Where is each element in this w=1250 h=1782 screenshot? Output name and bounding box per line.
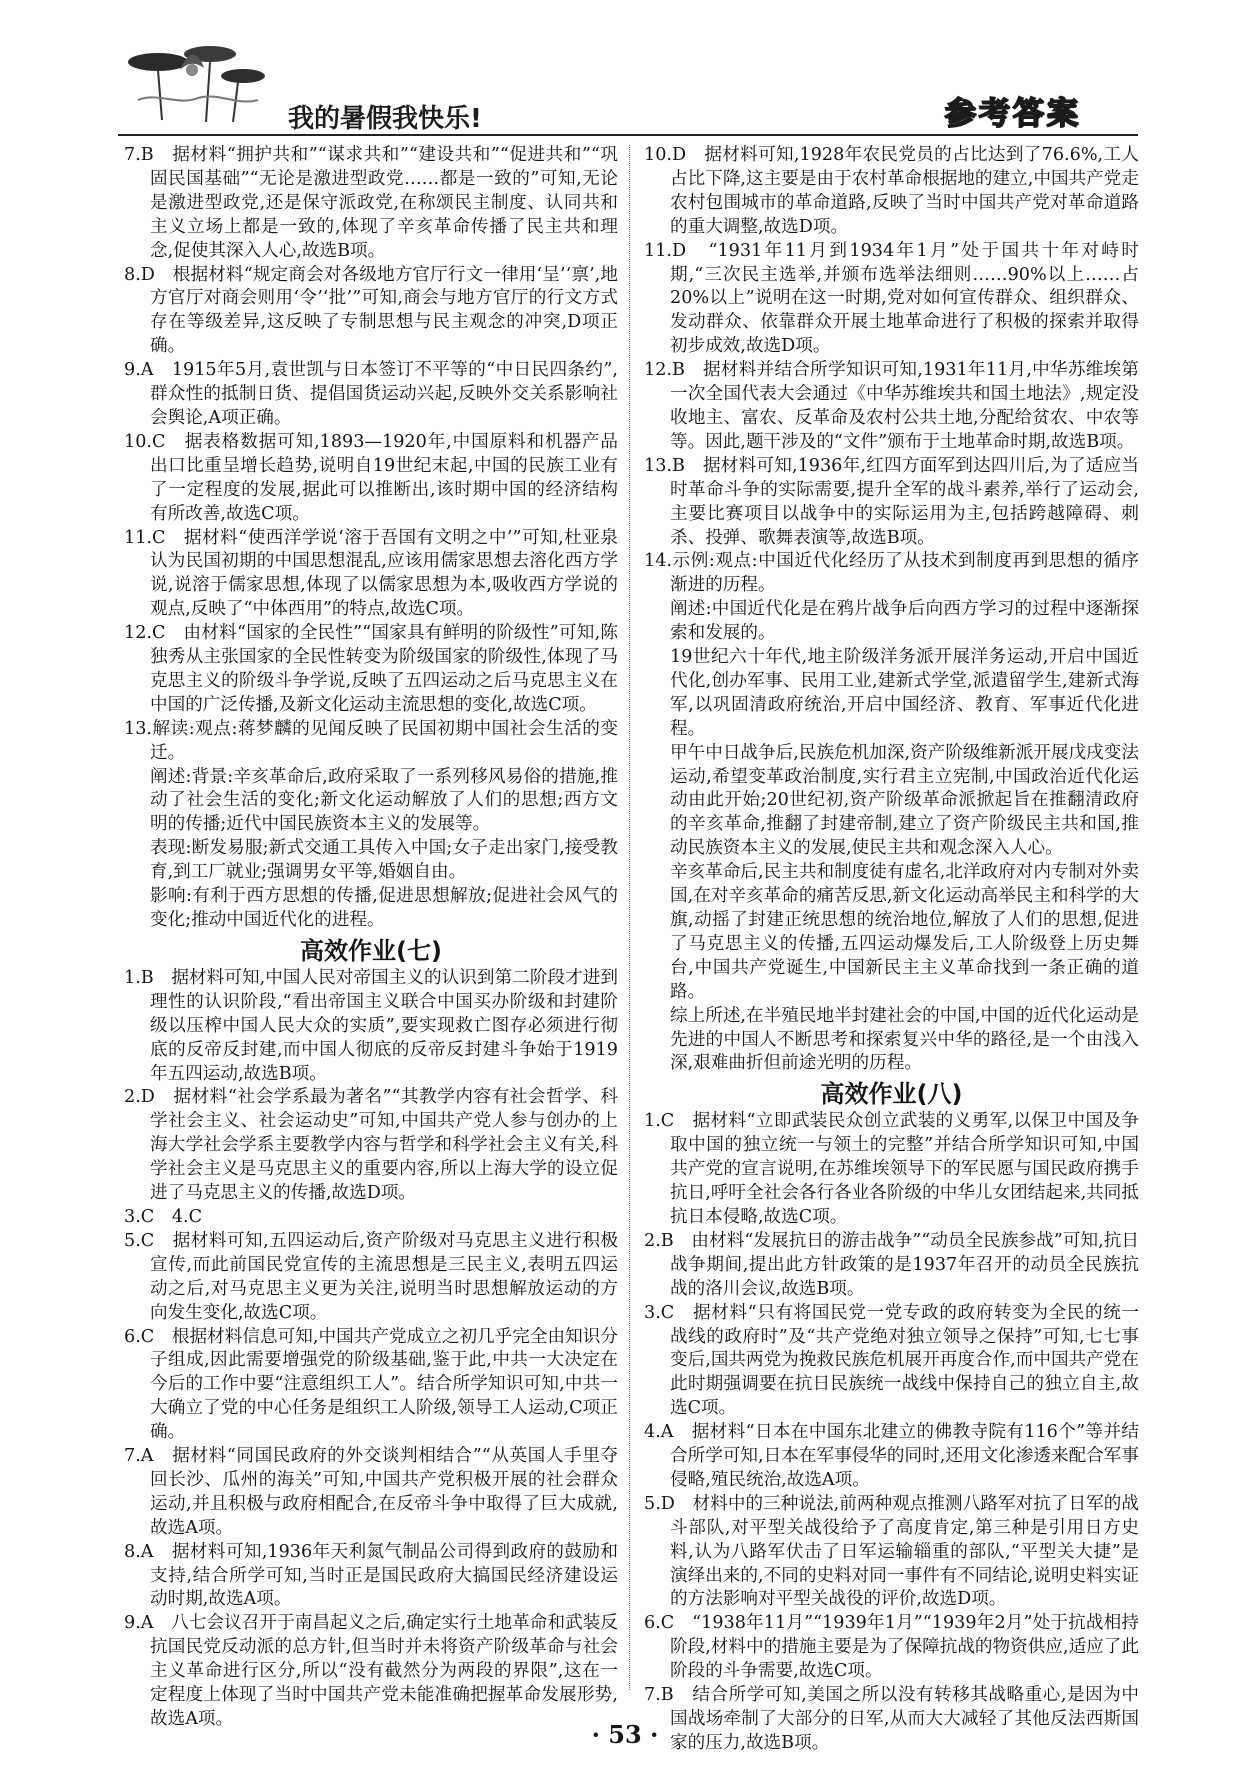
- header-rule: [118, 134, 1138, 136]
- answer-item: 10.C 据表格数据可知,1893—1920年,中国原料和机器产品出口比重呈增长趋势,说明自19世纪末起,中国的民族工业有了一定程度的发展,据此可以推断出,该时期中国的经济结构有所改善,故选C项。: [124, 431, 618, 524]
- right-column: [644, 144, 1139, 1756]
- answer-item: 13.解读:观点:蒋梦麟的见闻反映了民国初期中国社会生活的变迁。: [124, 718, 618, 763]
- answer-item: 1.C 据材料“立即武装民众创立武装的义勇军,以保卫中国及争取中国的独立统一与领土的完整”并结合所学知识可知,中国共产党的宣言说明,在苏维埃领导下的军民愿与国民政府携手抗日,呼吁全社会各行各业各阶级的中华儿女团结起来,共同抵抗日本侵略,故选C项。: [644, 1111, 1139, 1227]
- answer-item: 13.B 据材料可知,1936年,红四方面军到达四川后,为了适应当时革命斗争的实际需要,提升全军的战斗素养,举行了运动会,主要比赛项目以战争中的实际运用为主,包括跨越障碍、刺杀、投弹、歌舞表演等,故选B项。: [644, 455, 1139, 548]
- section-heading-8: 高效作业(八): [820, 1080, 963, 1109]
- lotus-logo-icon: [118, 40, 273, 125]
- column-divider: [629, 145, 630, 1690]
- answer-subparagraph: 阐述:背景:辛亥革命后,政府采取了一系列移风易俗的措施,推动了社会生活的变化;新文化运动解放了人们的思想;西方文明的传播;近代中国民族资本主义的发展等。: [150, 766, 618, 835]
- answer-item: 12.C 由材料“国家的全民性”“国家具有鲜明的阶级性”可知,陈独秀从主张国家的全民性转变为阶级国家的阶级性,体现了马克思主义的阶级斗争学说,反映了五四运动之后马克思主义在中国的广泛传播,及新文化运动主流思想的变化,故选C项。: [124, 623, 618, 715]
- answer-item: 4.A 据材料“日本在中国东北建立的佛教寺院有116个”等并结合所学可知,日本在军事侵华的同时,还用文化渗透来配合军事侵略,殖民统治,故选A项。: [644, 1422, 1139, 1490]
- answer-item: 12.B 据材料并结合所学知识可知,1931年11月,中华苏维埃第一次全国代表大会通过《中华苏维埃共和国土地法》,规定没收地主、富农、反革命及农村公共土地,分配给贫农、中农等等。因此,题干涉及的“文件”颁布于土地革命时期,故选B项。: [644, 360, 1139, 452]
- answer-item: 3.C 4.C: [124, 1206, 203, 1227]
- page-header: [0, 0, 1250, 140]
- answer-item: 2.D 据材料“社会学系最为著名”“其教学内容有社会哲学、科学社会主义、社会运动史”可知,中国共产党人参与创办的上海大学社会学系主要教学内容与哲学和科学社会主义有关,科学社会主义是马克思主义的重要内容,所以上海大学的设立促进了马克思主义的传播,故选D项。: [124, 1087, 618, 1204]
- left-column: [124, 144, 618, 1732]
- answer-item: 9.A 八七会议召开于南昌起义之后,确定实行土地革命和武装反抗国民党反动派的总方针,但当时并未将资产阶级革命与社会主义革命进行区分,所以“没有截然分为两段的界限”,这在一定程度上体现了当时中国共产党未能准确把握革命发展形势,故选A项。: [124, 1613, 618, 1729]
- answer-subparagraph: 综上所述,在半殖民地半封建社会的中国,中国的近代化运动是先进的中国人不断思考和探索复兴中华的路径,是一个由浅入深,艰难曲折但前途光明的历程。: [670, 1005, 1139, 1074]
- slogan-text: 我的暑假我快乐!: [288, 104, 482, 134]
- answer-item: 8.D 根据材料“规定商会对各级地方官厅行文一律用‘呈’‘禀’,地方官厅对商会则用‘令’‘批’”可知,商会与地方官厅的行文方式存在等级差异,这反映了专制思想与民主观念的冲突,D项正确。: [124, 264, 618, 357]
- answer-item: 8.A 据材料可知,1936年天利氮气制品公司得到政府的鼓励和支持,结合所学可知,当时正是国民政府大搞国民经济建设运动时期,故选A项。: [124, 1541, 618, 1610]
- answer-key-title: 参考答案: [945, 96, 1081, 132]
- answer-item: 5.D 材料中的三种说法,前两种观点推测八路军对抗了日军的战斗部队,对平型关战役给予了高度肯定,第三种是引用日方史料,认为八路军伏击了日军运输辎重的部队,“平型关大捷”是演绎出来的,不同的史料对同一事件有不同结论,说明史料实证的方法影响对平型关战役的评价,故选D项。: [644, 1493, 1139, 1610]
- answer-item: 3.C 据材料“只有将国民党一党专政的政府转变为全民的统一战线的政府时”及“共产党绝对独立领导之保持”可知,七七事变后,国共两党为挽救民族危机展开再度合作,而中国共产党在此时期强调要在抗日民族统一战线中保持自己的独立自主,故选C项。: [644, 1302, 1139, 1419]
- answer-item: 6.C 根据材料信息可知,中国共产党成立之初几乎完全由知识分子组成,因此需要增强党的阶级基础,鉴于此,中共一大决定在今后的工作中要“注意组织工人”。结合所学知识可知,中共一大确立了党的中心任务是组织工人阶级,领导工人运动,C项正确。: [124, 1326, 618, 1443]
- answer-item: 10.D 据材料可知,1928年农民党员的占比达到了76.6%,工人占比下降,这主要是由于农村革命根据地的建立,中国共产党走农村包围城市的革命道路,反映了当时中国共产党对革命道路的重大调整,故选D项。: [644, 145, 1139, 237]
- answer-item: 7.B 结合所学可知,美国之所以没有转移其战略重心,是因为中国战场牵制了大部分的日军,从而大大减轻了其他反法西斯国家的压力,故选B项。: [644, 1685, 1139, 1753]
- answer-item: 5.C 据材料可知,五四运动后,资产阶级对马克思主义进行积极宣传,而此前国民党宣传的主流思想是三民主义,表明五四运动之后,对马克思主义更为关注,说明当时思想解放运动的方向发生变化,故选C项。: [124, 1230, 618, 1323]
- page-number: · 53 ·: [591, 1720, 659, 1749]
- answer-item: 9.A 1915年5月,袁世凯与日本签订不平等的“中日民四条约”,群众性的抵制日货、提倡国货运动兴起,反映外交关系影响社会舆论,A项正确。: [124, 360, 618, 428]
- section-heading-7: 高效作业(七): [300, 936, 442, 965]
- answer-item: 7.B 据材料“拥护共和”“谋求共和”“建设共和”“促进共和”“巩固民国基础”“无论是激进型政党……都是一致的”可知,无论是激进型政党,还是保守派政党,在称颂民主制度、认同共和主义立场上都是一致的,体现了辛亥革命传播了民主共和理念,促使其深入人心,故选B项。: [124, 145, 618, 261]
- answer-item: 11.D “1931年11月到1934年1月”处于国共十年对峙时期,“三次民主选举,并颁布选举法细则……90%以上……占20%以上”说明在这一时期,党对如何宣传群众、组织群众、发动群众、依靠群众开展土地革命进行了积极的探索并取得初步成效,故选D项。: [644, 240, 1139, 357]
- answer-subparagraph: 辛亥革命后,民主共和制度徒有虚名,北洋政府对内专制对外卖国,在对辛亥革命的痛苦反思,新文化运动高举民主和科学的大旗,动摇了封建正统思想的统治地位,解放了人们的思想,促进了马克思主义的传播,五四运动爆发后,工人阶级登上历史舞台,中国共产党诞生,中国新民主主义革命找到一条正确的道路。: [670, 862, 1139, 1002]
- answer-item: 14.示例:观点:中国近代化经历了从技术到制度再到思想的循序渐进的历程。: [644, 551, 1139, 596]
- answer-subparagraph: 甲午中日战争后,民族危机加深,资产阶级维新派开展戊戌变法运动,希望变革政治制度,实行君主立宪制,中国政治近代化运动由此开始;20世纪初,资产阶级革命派掀起旨在推翻清政府的辛亥革命,推翻了封建帝制,建立了资产阶级民主共和国,推动民族资本主义的发展,使民主共和观念深入人心。: [670, 742, 1139, 859]
- answer-item: 11.C 据材料“使西洋学说‘溶于吾国有文明之中’”可知,杜亚泉认为民国初期的中国思想混乱,应该用儒家思想去溶化西方学说,说溶于儒家思想,体现了以儒家思想为本,吸收西方学说的观点,反映了“中体西用”的特点,故选C项。: [124, 527, 618, 620]
- answer-subparagraph: 19世纪六十年代,地主阶级洋务派开展洋务运动,开启中国近代化,创办军事、民用工业,建新式学堂,派遣留学生,建新式海军,以巩固清政府统治,开启中国经济、教育、军事近代化进程。: [670, 647, 1139, 739]
- answer-subparagraph: 阐述:中国近代化是在鸦片战争后向西方学习的过程中逐渐探索和发展的。: [670, 599, 1139, 644]
- answer-item: 7.A 据材料“同国民政府的外交谈判相结合”“从英国人手里夺回长沙、瓜州的海关”可知,中国共产党积极开展的社会群众运动,并且积极与政府相配合,在反帝斗争中取得了巨大成就,故选A项。: [124, 1446, 618, 1538]
- answer-subparagraph: 影响:有利于西方思想的传播,促进思想解放;促进社会风气的变化;推动中国近代化的进程。: [150, 886, 618, 930]
- answer-subparagraph: 表现:断发易服;新式交通工具传入中国;女子走出家门,接受教育,到工厂就业;强调男女平等,婚姻自由。: [150, 838, 618, 883]
- answer-item: 2.B 由材料“发展抗日的游击战争”“动员全民族参战”可知,抗日战争期间,提出此方针政策的是1937年召开的动员全民族抗战的洛川会议,故选B项。: [644, 1230, 1139, 1299]
- answer-item: 1.B 据材料可知,中国人民对帝国主义的认识到第二阶段才进到理性的认识阶段,“看出帝国主义联合中国买办阶级和封建阶级以压榨中国人民大众的实质”,要实现救亡图存必须进行彻底的反帝反封建,而中国人彻底的反帝反封建斗争始于1919年五四运动,故选B项。: [124, 967, 618, 1084]
- answer-item: 6.C “1938年11月”“1939年1月”“1939年2月”处于抗战相持阶段,材料中的措施主要是为了保障抗战的物资供应,适应了此阶段的斗争需要,故选C项。: [644, 1613, 1139, 1682]
